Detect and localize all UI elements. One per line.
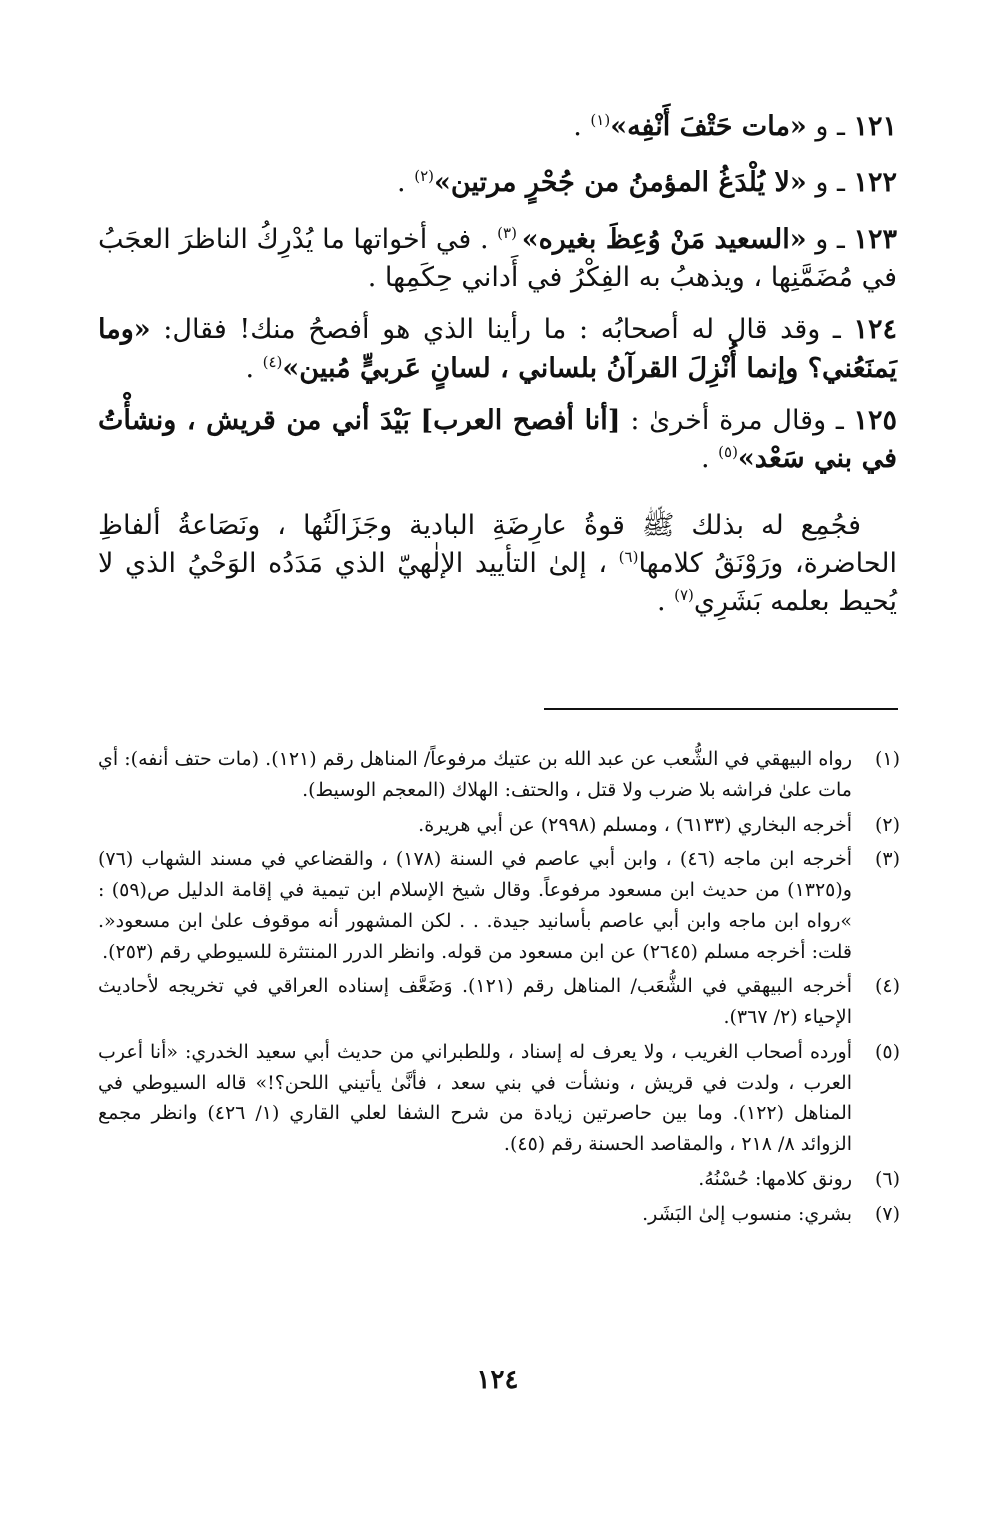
footnote-number: (١) (874, 748, 900, 770)
footnote-number: (٣) (874, 848, 900, 871)
footnote-item (98, 744, 900, 806)
entry-quote: «مات حَتْفَ أَنْفِه» (610, 111, 807, 142)
entry-quote: «السعيد مَنْ وُعِظَ بغيره» (521, 223, 807, 255)
footnote-text: أخرجه البخاري (٦١٣٣) ، ومسلم (٢٩٩٨) عن أبي هريرة. (418, 813, 852, 836)
footnote-number: (٧) (874, 1202, 900, 1225)
footnote-ref: (٤) (262, 352, 283, 371)
footnote-ref: (١) (590, 111, 611, 129)
entry-lead: ـ وقال مرة أخرىٰ : (620, 404, 854, 436)
entry-124 (98, 311, 897, 388)
closing-paragraph (98, 507, 897, 622)
entry-quote: «وما يَمنَعُني؟ وإنما أُنْزِلَ القرآنُ بلساني ، لسانٍ عَربيٍّ مُبين» (98, 314, 897, 384)
closing-text-2: ، إلىٰ التأييد الإلٰهيّ الذي مَدَدُه الوَحْيُ الذي لا يُحيط بعلمه بَشَرِي (98, 547, 897, 618)
entry-123 (98, 221, 897, 298)
footnote-number: (٢) (874, 813, 900, 836)
entry-quote: [أنا أفصح العرب] بَيْدَ أني من قريش ، ونشأْتُ في بني سَعْد» (98, 404, 897, 475)
entry-number: ١٢٣ (853, 223, 897, 255)
entry-121 (98, 108, 897, 146)
footnote-text: بشري: منسوب إلىٰ البَشَر. (642, 1202, 852, 1225)
entry-number: ١٢١ (853, 111, 897, 142)
closing-text-3: . (656, 586, 675, 618)
entry-quote: «لا يُلْدَغُ المؤمنُ من جُحْرٍ مرتين» (433, 167, 807, 199)
footnote-separator (544, 708, 898, 710)
footnotes (98, 744, 900, 1233)
footnote-text: أخرجه البيهقي في الشُّعَب/ المناهل رقم (١٢١). وَضَعَّف إسناده العراقي في تخريجه لأحاديث الإحياء (٢/ ٣٦٧). (98, 975, 852, 1029)
footnote-number: (٤) (874, 975, 900, 998)
footnote-item (98, 1037, 900, 1160)
footnote-number: (٥) (874, 1040, 900, 1063)
entry-number: ١٢٥ (853, 404, 897, 436)
footnote-item (98, 971, 900, 1033)
entry-tail: . في أخواتها ما يُدْرِكُ الناظرَ العجَبُ في مُضَمَّنِها ، ويذهبُ به الفِكْرُ في أَداني حِكَمِها . (98, 223, 897, 293)
main-text (98, 108, 897, 636)
entry-lead: ـ وقد قال له أصحابُه : ما رأينا الذي هو أفصحُ منك! فقال: (150, 314, 854, 346)
footnote-ref: (٦) (618, 547, 639, 566)
entry-tail: . (397, 167, 415, 199)
footnote-text: رونق كلامها: حُسْنُهُ. (698, 1167, 852, 1190)
footnote-item (98, 810, 900, 841)
page-number: ١٢٤ (476, 1365, 519, 1395)
footnote-ref: (٥) (718, 443, 738, 462)
footnote-number: (٦) (874, 1167, 900, 1190)
closing-text-1: فجُمِع له بذلك ﷺ قوةُ عارِضَةِ البادية وجَزَالَتُها ، ونَصَاعةُ ألفاظِ الحاضرة، ورَوْنَقُ كلامها (98, 509, 898, 579)
entry-lead: ـ و (806, 111, 854, 142)
footnote-text: أورده أصحاب الغريب ، ولا يعرف له إسناد ، وللطبراني من حديث أبي سعيد الخدري: «أنا أعرب العرب ، ولدت في قريش ، ونشأت في بني سعد ، فأنَّىٰ يأتيني اللحن؟!» قاله السيوطي في المناهل (١٢٢). وما بين حاصرتين زيادة من شرح الشفا لعلي القاري (١/ ٤٢٦) وانظر مجمع الزوائد ٨/ ٢١٨ ، والمقاصد الحسنة رقم (٤٥). (98, 1040, 853, 1156)
footnote-text: أخرجه ابن ماجه (٤٦) ، وابن أبي عاصم في السنة (١٧٨) ، والقضاعي في مسند الشهاب (٧٦) و(١٣٢٥) من حديث ابن مسعود مرفوعاً. وقال شيخ الإسلام ابن تيمية في إقامة الدليل ص(٥٩) : »رواه ابن ماجه وابن أبي عاصم بأسانيد جيدة. . . لكن المشهور أنه موقوف علىٰ ابن مسعود«. قلت: أخرجه مسلم (٢٦٤٥) عن ابن مسعود من قوله. وانظر الدرر المنتثرة للسيوطي رقم (٢٥٣). (98, 848, 852, 963)
entry-tail: . (245, 352, 263, 384)
entry-tail: . (573, 111, 591, 142)
entry-125 (98, 402, 897, 479)
entry-lead: ـ و (806, 167, 854, 199)
entry-lead: ـ و (806, 223, 854, 255)
entry-number: ١٢٤ (853, 314, 897, 346)
footnote-ref: (٧) (674, 586, 694, 605)
footnote-ref: (٢) (414, 167, 434, 186)
entry-number: ١٢٢ (853, 167, 897, 199)
footnote-item (98, 1164, 900, 1195)
footnote-ref: (٣) (497, 223, 522, 242)
footnote-text: رواه البيهقي في الشُّعب عن عبد الله بن عتيك مرفوعاً/ المناهل رقم (١٢١). (مات حتف أنفه): أي مات علىٰ فراشه بلا ضرب ولا قتل ، والحتف: الهلاك (المعجم الوسيط). (98, 748, 852, 801)
footnote-item (98, 844, 900, 967)
footnote-item (98, 1199, 900, 1230)
entry-tail: . (700, 443, 719, 475)
entry-122 (98, 164, 897, 202)
